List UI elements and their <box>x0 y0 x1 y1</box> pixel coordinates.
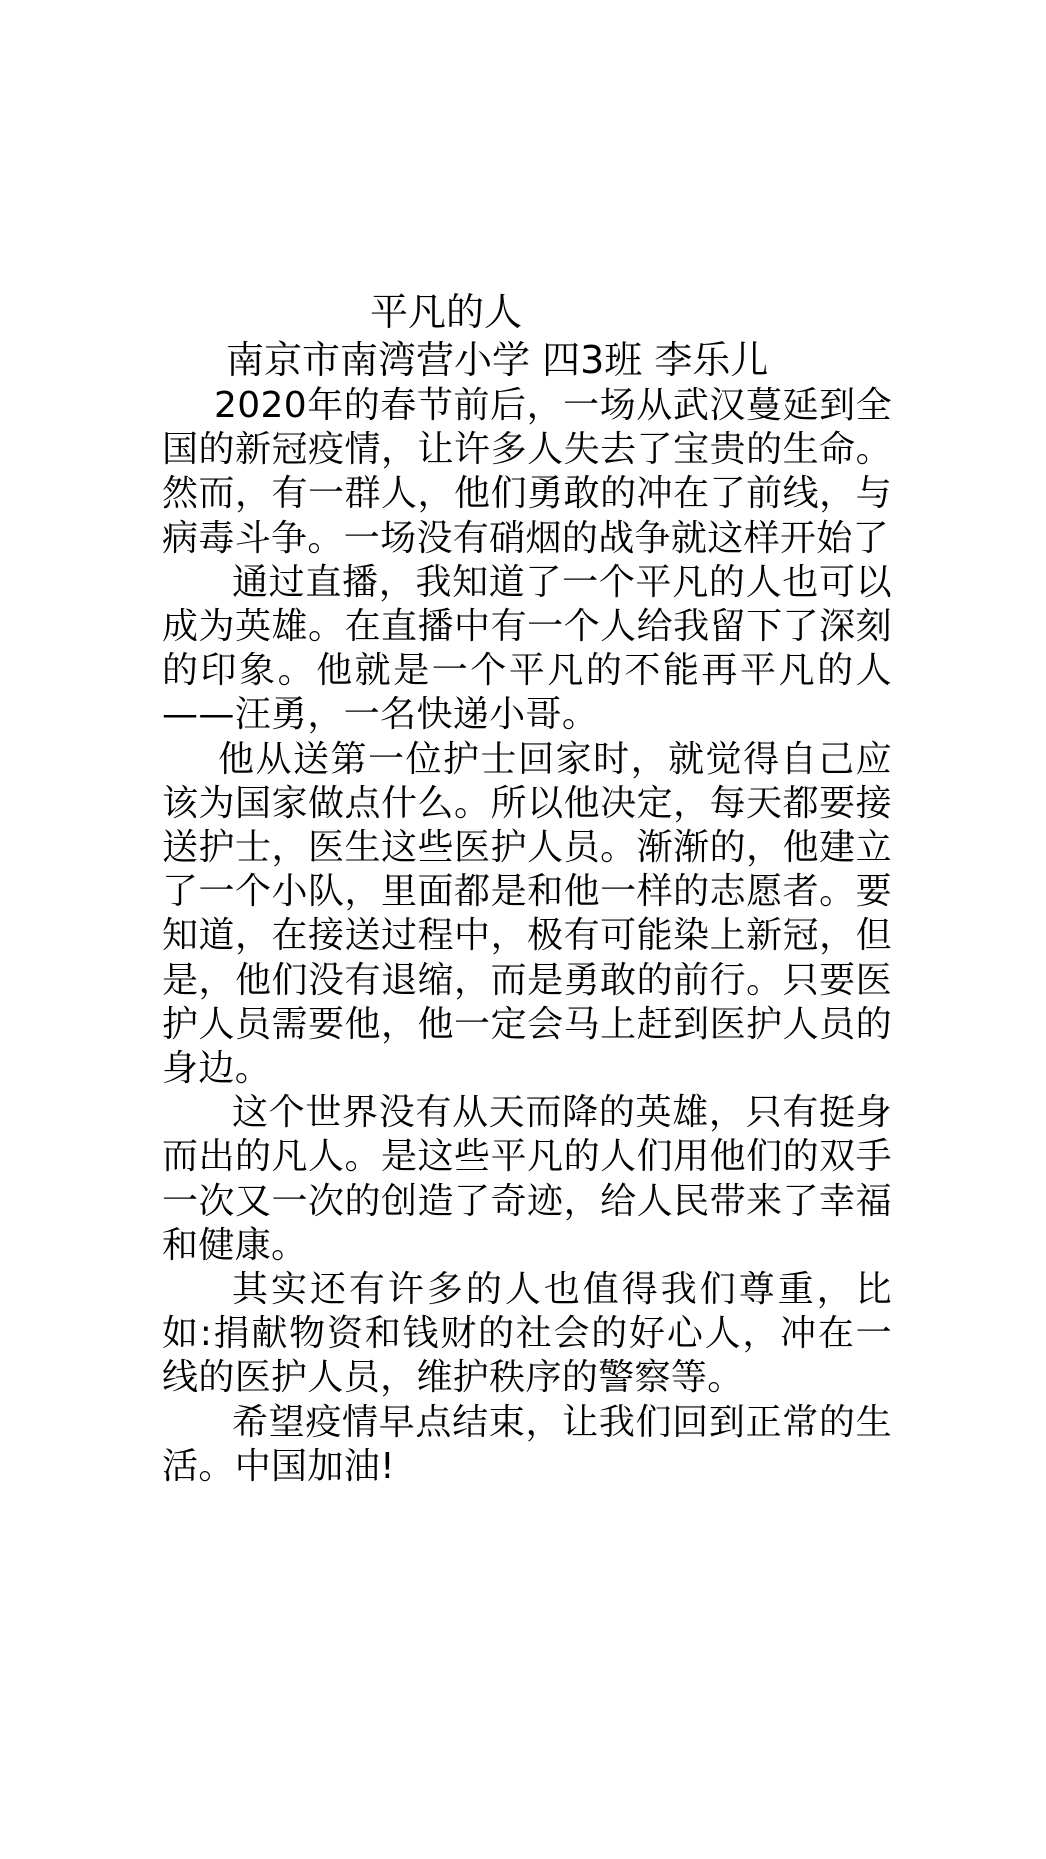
paragraph-3: 他从送第一位护士回家时，就觉得自己应该为国家做点什么。所以他决定，每天都要接送护士，医生这些医护人员。渐渐的，他建立了一个小队，里面都是和他一样的志愿者。要知道，在接送过程中，极有可能染上新冠，但是，他们没有退缩，而是勇敢的前行。只要医护人员需要他，他一定会马上赶到医护人员的身边。 <box>162 738 892 1090</box>
essay-document <box>162 287 892 1489</box>
paragraph-6: 希望疫情早点结束，让我们回到正常的生活。中国加油! <box>162 1401 892 1487</box>
essay-title: 平凡的人 <box>370 290 523 334</box>
paragraph-5: 其实还有许多的人也值得我们尊重，比如:捐献物资和钱财的社会的好心人，冲在一线的医护人员，维护秩序的警察等。 <box>162 1269 892 1399</box>
paragraph-1: 2020年的春节前后，一场从武汉蔓延到全国的新冠疫情，让许多人失去了宝贵的生命。然而，有一群人，他们勇敢的冲在了前线，与病毒斗争。一场没有硝烟的战争就这样开始了 <box>162 385 892 559</box>
paragraph-4: 这个世界没有从天而降的英雄，只有挺身而出的凡人。是这些平凡的人们用他们的双手一次又一次的创造了奇迹，给人民带来了幸福和健康。 <box>162 1092 892 1266</box>
paragraph-2: 通过直播，我知道了一个平凡的人也可以成为英雄。在直播中有一个人给我留下了深刻的印象。他就是一个平凡的不能再平凡的人——汪勇，一名快递小哥。 <box>162 561 892 736</box>
author-byline: 南京市南湾营小学 四3班 李乐儿 <box>226 338 769 382</box>
